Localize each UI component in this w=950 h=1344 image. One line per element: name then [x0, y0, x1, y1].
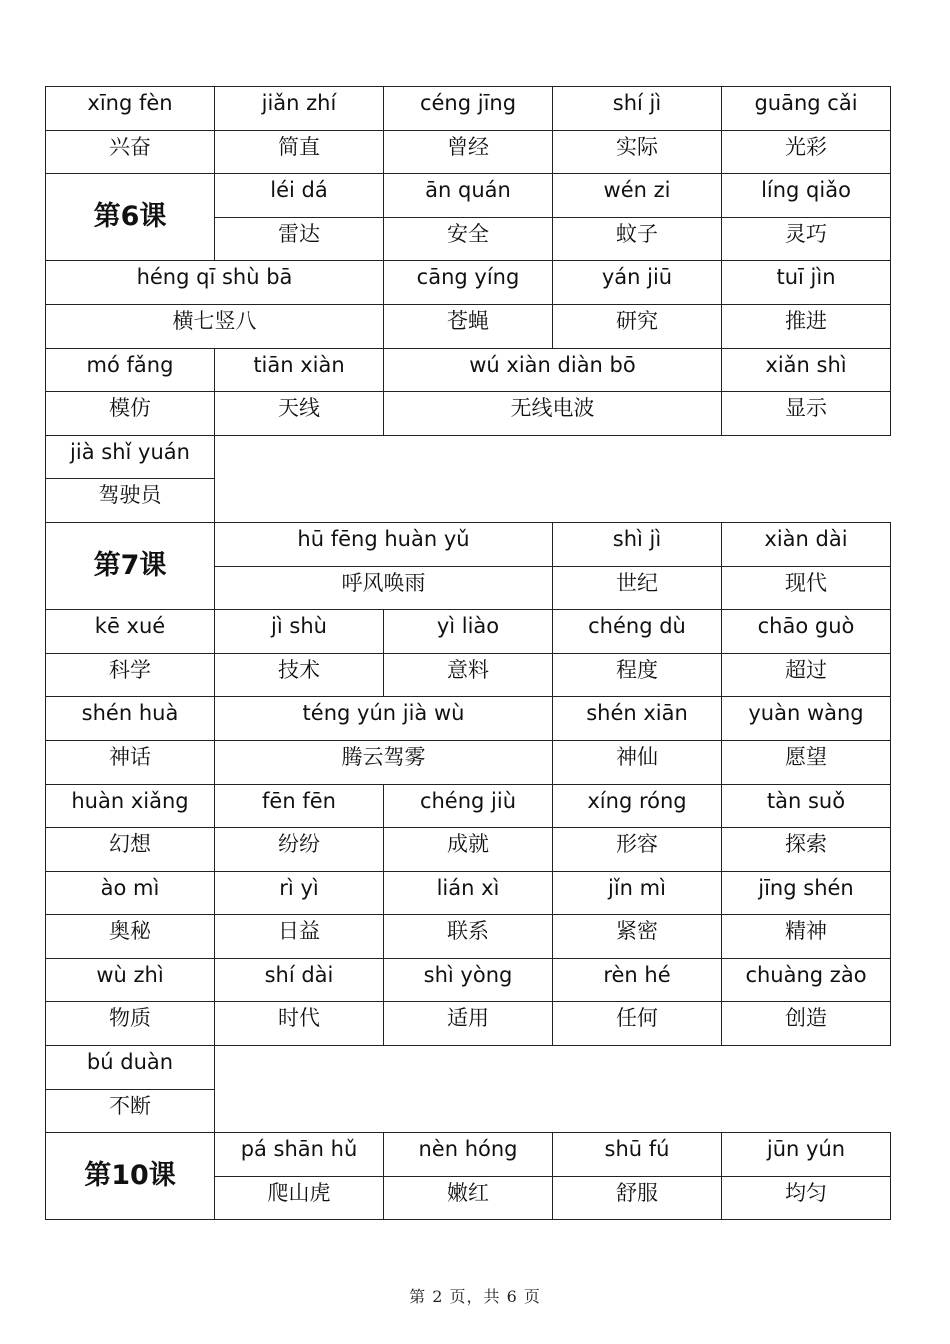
vocab-cell: 技术	[215, 653, 384, 697]
vocab-cell: 时代	[215, 1002, 384, 1046]
table-row	[46, 610, 891, 654]
vocab-cell: 幻想	[46, 828, 215, 872]
vocab-cell: 雷达	[215, 217, 384, 261]
vocab-cell: 光彩	[722, 130, 891, 174]
vocab-cell: 成就	[384, 828, 553, 872]
vocab-cell: wén zi	[553, 174, 722, 218]
vocab-cell: xíng róng	[553, 784, 722, 828]
vocab-cell: 蚊子	[553, 217, 722, 261]
table-row	[46, 653, 891, 697]
vocab-cell: 紧密	[553, 915, 722, 959]
vocab-cell: 嫩红	[384, 1176, 553, 1220]
vocab-cell: 神仙	[553, 740, 722, 784]
vocab-cell: 愿望	[722, 740, 891, 784]
vocab-cell: 适用	[384, 1002, 553, 1046]
table-row	[46, 435, 891, 479]
vocab-cell: wú xiàn diàn bō	[384, 348, 722, 392]
vocab-cell: héng qī shù bā	[46, 261, 384, 305]
vocab-cell: 模仿	[46, 392, 215, 436]
vocab-cell: chāo guò	[722, 610, 891, 654]
vocab-cell: 精神	[722, 915, 891, 959]
vocab-cell: nèn hóng	[384, 1133, 553, 1177]
table-row	[46, 174, 891, 218]
vocab-cell: ān quán	[384, 174, 553, 218]
vocab-cell: 横七竖八	[46, 304, 384, 348]
vocab-cell: 纷纷	[215, 828, 384, 872]
vocab-cell: kē xué	[46, 610, 215, 654]
vocab-cell: yuàn wàng	[722, 697, 891, 741]
vocab-cell: 实际	[553, 130, 722, 174]
vocab-cell: shì jì	[553, 522, 722, 566]
vocab-cell: shén xiān	[553, 697, 722, 741]
vocab-cell: xiàn dài	[722, 522, 891, 566]
vocab-cell: 推进	[722, 304, 891, 348]
vocab-cell: 灵巧	[722, 217, 891, 261]
vocab-cell: cāng yíng	[384, 261, 553, 305]
page-number-label: 第 2 页，共 6 页	[409, 1287, 541, 1306]
vocab-cell: jūn yún	[722, 1133, 891, 1177]
vocab-cell: jì shù	[215, 610, 384, 654]
vocab-cell: 世纪	[553, 566, 722, 610]
vocab-cell: shí jì	[553, 87, 722, 131]
vocab-cell: 舒服	[553, 1176, 722, 1220]
empty-area	[215, 1046, 891, 1133]
vocab-cell: 联系	[384, 915, 553, 959]
lesson-heading: 第7课	[46, 522, 215, 609]
table-row	[46, 871, 891, 915]
vocab-cell: 不断	[46, 1089, 215, 1133]
vocab-cell: céng jīng	[384, 87, 553, 131]
table-row	[46, 348, 891, 392]
vocab-cell: 创造	[722, 1002, 891, 1046]
vocab-cell: 日益	[215, 915, 384, 959]
vocab-cell: chuàng zào	[722, 958, 891, 1002]
vocab-cell: jiǎn zhí	[215, 87, 384, 131]
table-row	[46, 828, 891, 872]
vocab-cell: lián xì	[384, 871, 553, 915]
table-row	[46, 1002, 891, 1046]
vocab-cell: 现代	[722, 566, 891, 610]
table-row	[46, 784, 891, 828]
vocab-cell: jīng shén	[722, 871, 891, 915]
lesson-heading: 第10课	[46, 1133, 215, 1220]
vocab-cell: 形容	[553, 828, 722, 872]
lesson-heading: 第6课	[46, 174, 215, 261]
vocab-cell: chéng jiù	[384, 784, 553, 828]
table-row	[46, 1046, 891, 1090]
vocab-cell: yì liào	[384, 610, 553, 654]
vocab-cell: téng yún jià wù	[215, 697, 553, 741]
vocab-cell: xiǎn shì	[722, 348, 891, 392]
vocab-cell: 科学	[46, 653, 215, 697]
empty-area	[215, 435, 891, 522]
vocabulary-table	[45, 86, 891, 1220]
vocab-cell: bú duàn	[46, 1046, 215, 1090]
vocab-cell: shì yòng	[384, 958, 553, 1002]
table-row	[46, 392, 891, 436]
vocab-cell: 均匀	[722, 1176, 891, 1220]
table-row	[46, 130, 891, 174]
vocab-cell: guāng cǎi	[722, 87, 891, 131]
vocab-cell: 奥秘	[46, 915, 215, 959]
table-row	[46, 697, 891, 741]
vocab-cell: yán jiū	[553, 261, 722, 305]
vocab-cell: xīng fèn	[46, 87, 215, 131]
vocab-cell: léi dá	[215, 174, 384, 218]
vocab-cell: shí dài	[215, 958, 384, 1002]
vocab-cell: rèn hé	[553, 958, 722, 1002]
vocab-cell: 简直	[215, 130, 384, 174]
vocab-cell: 驾驶员	[46, 479, 215, 523]
vocab-cell: 物质	[46, 1002, 215, 1046]
vocab-cell: fēn fēn	[215, 784, 384, 828]
vocab-cell: 研究	[553, 304, 722, 348]
vocab-cell: pá shān hǔ	[215, 1133, 384, 1177]
vocab-cell: 任何	[553, 1002, 722, 1046]
vocab-cell: huàn xiǎng	[46, 784, 215, 828]
vocab-cell: 腾云驾雾	[215, 740, 553, 784]
vocab-cell: jià shǐ yuán	[46, 435, 215, 479]
table-row	[46, 304, 891, 348]
vocab-cell: 曾经	[384, 130, 553, 174]
vocab-cell: rì yì	[215, 871, 384, 915]
vocab-cell: 神话	[46, 740, 215, 784]
vocab-cell: líng qiǎo	[722, 174, 891, 218]
vocab-cell: 爬山虎	[215, 1176, 384, 1220]
vocab-cell: 苍蝇	[384, 304, 553, 348]
vocab-cell: shén huà	[46, 697, 215, 741]
table-row	[46, 261, 891, 305]
vocab-cell: 探索	[722, 828, 891, 872]
table-row	[46, 915, 891, 959]
vocab-cell: 天线	[215, 392, 384, 436]
vocab-cell: 程度	[553, 653, 722, 697]
vocab-cell: 兴奋	[46, 130, 215, 174]
table-row	[46, 958, 891, 1002]
vocab-cell: jǐn mì	[553, 871, 722, 915]
vocab-cell: 无线电波	[384, 392, 722, 436]
vocab-cell: tiān xiàn	[215, 348, 384, 392]
vocab-cell: tuī jìn	[722, 261, 891, 305]
vocab-cell: wù zhì	[46, 958, 215, 1002]
vocab-cell: tàn suǒ	[722, 784, 891, 828]
vocab-cell: chéng dù	[553, 610, 722, 654]
page-footer	[0, 1284, 950, 1307]
vocab-cell: 意料	[384, 653, 553, 697]
vocabulary-table-body	[46, 87, 891, 1220]
table-row	[46, 522, 891, 566]
table-row	[46, 87, 891, 131]
vocab-cell: 安全	[384, 217, 553, 261]
table-row	[46, 740, 891, 784]
vocab-cell: 显示	[722, 392, 891, 436]
vocab-cell: ào mì	[46, 871, 215, 915]
vocab-cell: 超过	[722, 653, 891, 697]
vocab-cell: shū fú	[553, 1133, 722, 1177]
table-row	[46, 1133, 891, 1177]
vocab-cell: 呼风唤雨	[215, 566, 553, 610]
vocab-cell: mó fǎng	[46, 348, 215, 392]
vocab-cell: hū fēng huàn yǔ	[215, 522, 553, 566]
